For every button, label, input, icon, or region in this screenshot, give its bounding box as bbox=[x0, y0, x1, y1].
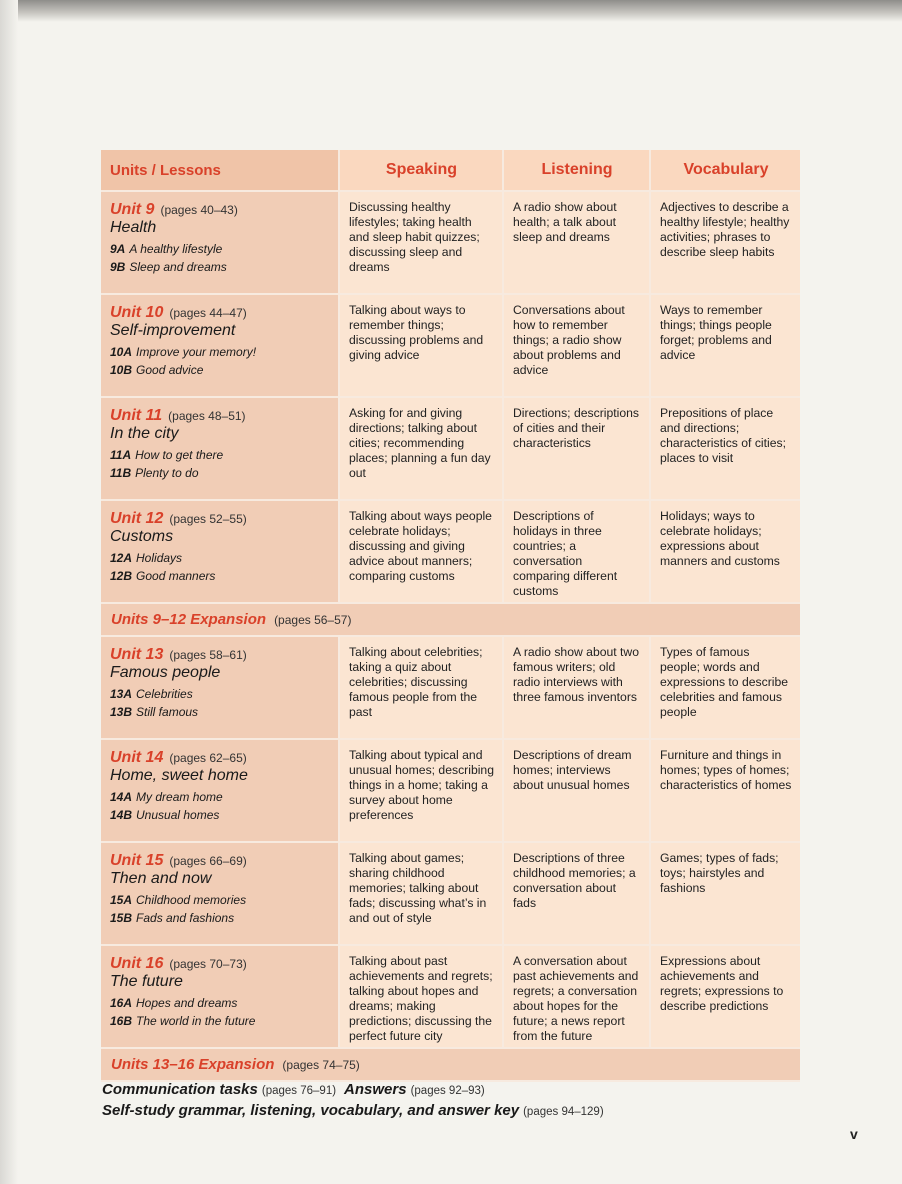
lesson-item: 14A My dream home bbox=[110, 790, 223, 804]
answers-label: Answers bbox=[344, 1081, 407, 1098]
speaking-cell: Talking about ways people celebrate holidays; discussing and giving advice about manners; comparing customs bbox=[340, 501, 504, 602]
vocabulary-cell: Adjectives to describe a healthy lifestyle; healthy activities; phrases to describe sleep habits bbox=[651, 192, 800, 293]
unit-pages: (pages 44–47) bbox=[169, 306, 247, 320]
lesson-item: 10A Improve your memory! bbox=[110, 345, 257, 359]
unit-title: Famous people bbox=[110, 664, 221, 681]
table-header-row bbox=[101, 150, 800, 192]
speaking-cell: Asking for and giving directions; talking about cities; recommending places; planning a fun day out bbox=[340, 398, 504, 499]
lesson-item: 14B Unusual homes bbox=[110, 808, 220, 822]
table-row bbox=[101, 843, 800, 946]
lesson-item: 11B Plenty to do bbox=[110, 466, 199, 480]
unit-pages: (pages 62–65) bbox=[169, 751, 247, 765]
lesson-item: 16B The world in the future bbox=[110, 1014, 256, 1028]
unit-pages: (pages 66–69) bbox=[169, 854, 247, 868]
unit-number: Unit 13 bbox=[110, 646, 164, 663]
vocabulary-cell: Types of famous people; words and expressions to describe celebrities and famous people bbox=[651, 637, 800, 738]
unit-title: Customs bbox=[110, 528, 174, 545]
vocabulary-cell: Expressions about achievements and regrets; expressions to describe predictions bbox=[651, 946, 800, 1047]
header-units-lessons: Units / Lessons bbox=[110, 161, 221, 179]
listening-cell: Descriptions of dream homes; interviews about unusual homes bbox=[504, 740, 651, 841]
unit-title: Then and now bbox=[110, 870, 212, 887]
communication-tasks-label: Communication tasks bbox=[102, 1081, 258, 1098]
self-study-pages: (pages 94–129) bbox=[523, 1106, 604, 1118]
unit-pages: (pages 48–51) bbox=[168, 409, 246, 423]
lesson-item: 9A A healthy lifestyle bbox=[110, 242, 223, 256]
speaking-cell: Talking about past achievements and regrets; talking about hopes and dreams; making predictions; discussing the perfect future city bbox=[340, 946, 504, 1047]
table-row bbox=[101, 740, 800, 843]
expansion-row bbox=[101, 604, 800, 637]
table-row bbox=[101, 637, 800, 740]
unit-pages: (pages 58–61) bbox=[169, 648, 247, 662]
header-speaking: Speaking bbox=[385, 161, 458, 178]
speaking-cell: Talking about ways to remember things; discussing problems and giving advice bbox=[340, 295, 504, 396]
listening-cell: Conversations about how to remember things; a radio show about problems and advice bbox=[504, 295, 651, 396]
vocabulary-cell: Furniture and things in homes; types of homes; characteristics of homes bbox=[651, 740, 800, 841]
unit-pages: (pages 40–43) bbox=[160, 203, 238, 217]
speaking-cell: Talking about celebrities; taking a quiz about celebrities; discussing famous people from the past bbox=[340, 637, 504, 738]
lesson-item: 15B Fads and fashions bbox=[110, 911, 235, 925]
header-vocabulary: Vocabulary bbox=[683, 161, 769, 178]
lesson-item: 12A Holidays bbox=[110, 551, 183, 565]
page-number: v bbox=[850, 1126, 858, 1142]
vocabulary-cell: Prepositions of place and directions; characteristics of cities; places to visit bbox=[651, 398, 800, 499]
unit-number: Unit 11 bbox=[110, 407, 163, 424]
lesson-item: 11A How to get there bbox=[110, 448, 224, 462]
unit-number: Unit 14 bbox=[110, 749, 164, 766]
page-gutter-shadow bbox=[0, 0, 18, 1184]
speaking-cell: Discussing healthy lifestyles; taking health and sleep habit quizzes; discussing sleep and dreams bbox=[340, 192, 504, 293]
table-row bbox=[101, 295, 800, 398]
vocabulary-cell: Holidays; ways to celebrate holidays; expressions about manners and customs bbox=[651, 501, 800, 602]
table-row bbox=[101, 192, 800, 295]
speaking-cell: Talking about games; sharing childhood memories; talking about fads; discussing what’s in and out of style bbox=[340, 843, 504, 944]
header-listening: Listening bbox=[541, 161, 613, 178]
unit-number: Unit 15 bbox=[110, 852, 164, 869]
expansion-title: Units 9–12 Expansion bbox=[111, 611, 267, 628]
lesson-item: 16A Hopes and dreams bbox=[110, 996, 238, 1010]
self-study-label: Self-study grammar, listening, vocabulary, and answer key bbox=[102, 1102, 520, 1119]
listening-cell: Descriptions of three childhood memories; a conversation about fads bbox=[504, 843, 651, 944]
unit-pages: (pages 52–55) bbox=[169, 512, 247, 526]
lesson-item: 13A Celebrities bbox=[110, 687, 193, 701]
listening-cell: A radio show about two famous writers; old radio interviews with three famous inventors bbox=[504, 637, 651, 738]
speaking-cell: Talking about typical and unusual homes; describing things in a home; taking a survey about home preferences bbox=[340, 740, 504, 841]
listening-cell: A radio show about health; a talk about sleep and dreams bbox=[504, 192, 651, 293]
lesson-item: 13B Still famous bbox=[110, 705, 199, 719]
unit-title: Home, sweet home bbox=[110, 767, 248, 784]
table-row bbox=[101, 398, 800, 501]
lesson-item: 15A Childhood memories bbox=[110, 893, 247, 907]
vocabulary-cell: Games; types of fads; toys; hairstyles and fashions bbox=[651, 843, 800, 944]
communication-tasks-pages: (pages 76–91) bbox=[261, 1085, 337, 1097]
unit-title: In the city bbox=[110, 425, 179, 442]
page-top-shadow bbox=[0, 0, 902, 22]
unit-title: The future bbox=[110, 973, 183, 990]
table-row bbox=[101, 501, 800, 604]
unit-number: Unit 9 bbox=[110, 201, 155, 218]
expansion-pages: (pages 74–75) bbox=[282, 1057, 360, 1072]
lesson-item: 12B Good manners bbox=[110, 569, 216, 583]
lesson-item: 9B Sleep and dreams bbox=[110, 260, 227, 274]
listening-cell: Descriptions of holidays in three countries; a conversation comparing different customs bbox=[504, 501, 651, 602]
listening-cell: Directions; descriptions of cities and their characteristics bbox=[504, 398, 651, 499]
table-row bbox=[101, 946, 800, 1049]
unit-pages: (pages 70–73) bbox=[169, 957, 247, 971]
expansion-pages: (pages 56–57) bbox=[274, 612, 352, 627]
footer-references bbox=[102, 1080, 802, 1122]
lesson-item: 10B Good advice bbox=[110, 363, 204, 377]
unit-title: Health bbox=[110, 219, 157, 236]
listening-cell: A conversation about past achievements and regrets; a conversation about hopes for the future; a news report from the future bbox=[504, 946, 651, 1047]
vocabulary-cell: Ways to remember things; things people forget; problems and advice bbox=[651, 295, 800, 396]
unit-number: Unit 12 bbox=[110, 510, 164, 527]
unit-number: Unit 16 bbox=[110, 955, 164, 972]
answers-pages: (pages 92–93) bbox=[410, 1085, 485, 1097]
expansion-title: Units 13–16 Expansion bbox=[111, 1056, 275, 1073]
unit-title: Self-improvement bbox=[110, 322, 236, 339]
unit-number: Unit 10 bbox=[110, 304, 164, 321]
expansion-row bbox=[101, 1049, 800, 1082]
contents-table bbox=[101, 150, 800, 1082]
